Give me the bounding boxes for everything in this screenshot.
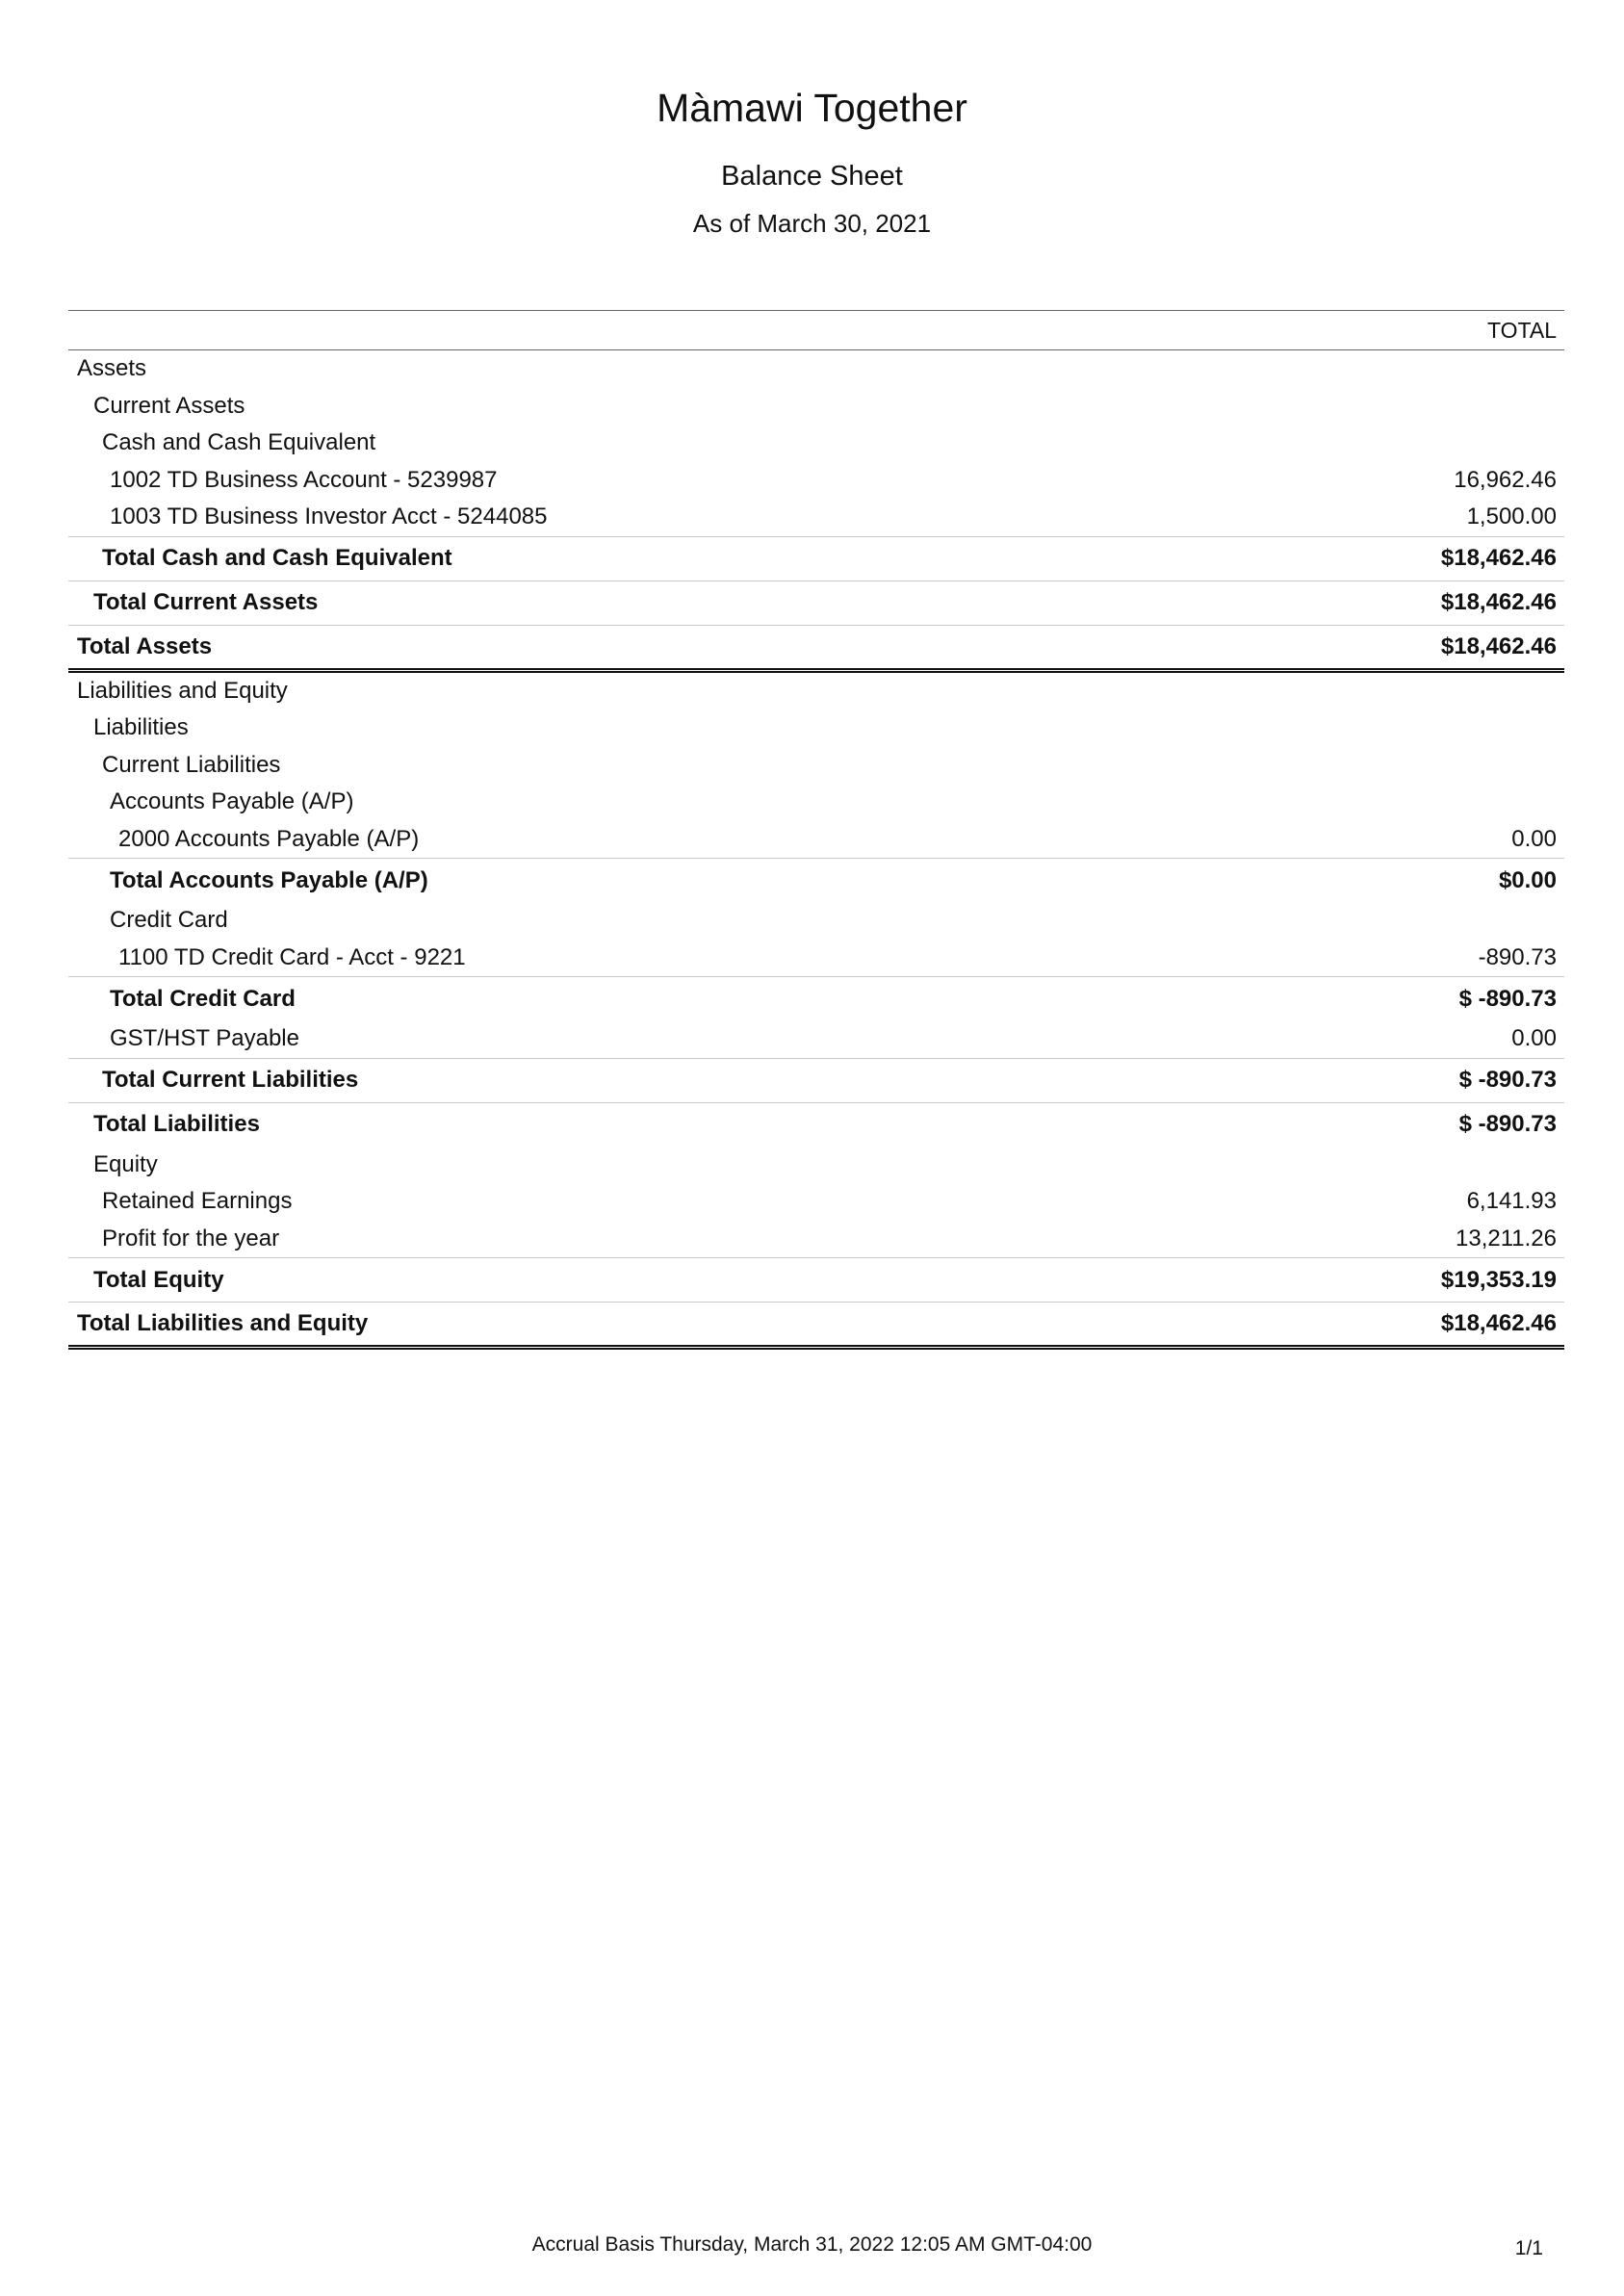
total-row <box>68 1058 1564 1102</box>
row-label: Retained Earnings <box>102 1188 293 1215</box>
account-row <box>68 462 1564 500</box>
section-header-row <box>68 784 1564 821</box>
total-row <box>68 580 1564 625</box>
row-label: Cash and Cash Equivalent <box>102 429 376 456</box>
row-label: Total Accounts Payable (A/P) <box>110 866 428 893</box>
row-label: Current Liabilities <box>102 751 281 778</box>
section-header-row <box>68 709 1564 747</box>
section-header-row <box>68 1147 1564 1184</box>
row-amount: $18,462.46 <box>1440 1310 1557 1336</box>
column-header-total: TOTAL <box>68 311 1564 350</box>
section-header-row <box>68 747 1564 785</box>
total-row <box>68 976 1564 1020</box>
account-row <box>68 499 1564 536</box>
account-row <box>68 1020 1564 1058</box>
row-label: 1003 TD Business Investor Acct - 5244085 <box>110 503 548 530</box>
row-amount: 1,500.00 <box>1466 503 1557 530</box>
section-header-row <box>68 673 1564 710</box>
section-header-row <box>68 388 1564 426</box>
row-label: Current Assets <box>93 392 245 419</box>
row-amount: $18,462.46 <box>1440 589 1557 615</box>
row-label: 1002 TD Business Account - 5239987 <box>110 466 498 493</box>
row-label: Total Liabilities and Equity <box>77 1310 369 1336</box>
table-rows <box>68 350 1564 1350</box>
row-amount: $18,462.46 <box>1440 632 1557 659</box>
row-label: Liabilities and Equity <box>77 677 288 704</box>
total-row <box>68 1102 1564 1147</box>
row-amount: $ -890.73 <box>1458 1067 1557 1093</box>
balance-sheet-table <box>68 310 1564 1350</box>
row-label: Total Current Assets <box>93 589 319 615</box>
row-label: Total Equity <box>93 1266 224 1293</box>
row-label: Total Current Liabilities <box>102 1067 359 1093</box>
row-label: 1100 TD Credit Card - Acct - 9221 <box>118 943 466 970</box>
row-amount: 0.00 <box>1511 825 1557 852</box>
account-row <box>68 821 1564 859</box>
row-label: Total Cash and Cash Equivalent <box>102 545 452 571</box>
total-row <box>68 625 1564 673</box>
total-row <box>68 1302 1564 1350</box>
section-header-row <box>68 425 1564 462</box>
account-row <box>68 1221 1564 1258</box>
row-label: Equity <box>93 1150 158 1177</box>
row-label: Accounts Payable (A/P) <box>110 788 354 815</box>
report-title: Balance Sheet <box>721 161 903 192</box>
row-label: Credit Card <box>110 907 228 934</box>
total-row <box>68 1257 1564 1302</box>
row-label: Assets <box>77 355 147 382</box>
page-number: 1/1 <box>1514 2237 1543 2259</box>
report-date: As of March 30, 2021 <box>692 209 932 238</box>
row-label: Profit for the year <box>102 1225 280 1251</box>
section-header-row <box>68 902 1564 940</box>
row-label: Total Liabilities <box>93 1111 260 1137</box>
row-amount: 0.00 <box>1511 1025 1557 1052</box>
row-label: Liabilities <box>93 714 189 741</box>
row-amount: $0.00 <box>1498 866 1557 893</box>
company-name: Màmawi Together <box>657 86 967 130</box>
row-label: Total Credit Card <box>110 985 296 1012</box>
row-label: GST/HST Payable <box>110 1025 299 1052</box>
row-label: 2000 Accounts Payable (A/P) <box>118 825 420 852</box>
row-label: Total Assets <box>77 632 213 659</box>
account-row <box>68 1183 1564 1221</box>
total-row <box>68 536 1564 580</box>
row-amount: $ -890.73 <box>1458 985 1557 1012</box>
row-amount: $18,462.46 <box>1440 545 1557 571</box>
row-amount: $19,353.19 <box>1440 1266 1557 1293</box>
row-amount: 16,962.46 <box>1454 466 1557 493</box>
row-amount: 13,211.26 <box>1456 1225 1557 1251</box>
total-row <box>68 858 1564 902</box>
account-row <box>68 940 1564 977</box>
row-amount: 6,141.93 <box>1466 1188 1557 1215</box>
section-header-row <box>68 350 1564 388</box>
footer-basis: Accrual Basis Thursday, March 31, 2022 12:05 AM GMT-04:00 <box>531 2233 1093 2256</box>
row-amount: -890.73 <box>1478 943 1557 970</box>
row-amount: $ -890.73 <box>1458 1111 1557 1137</box>
